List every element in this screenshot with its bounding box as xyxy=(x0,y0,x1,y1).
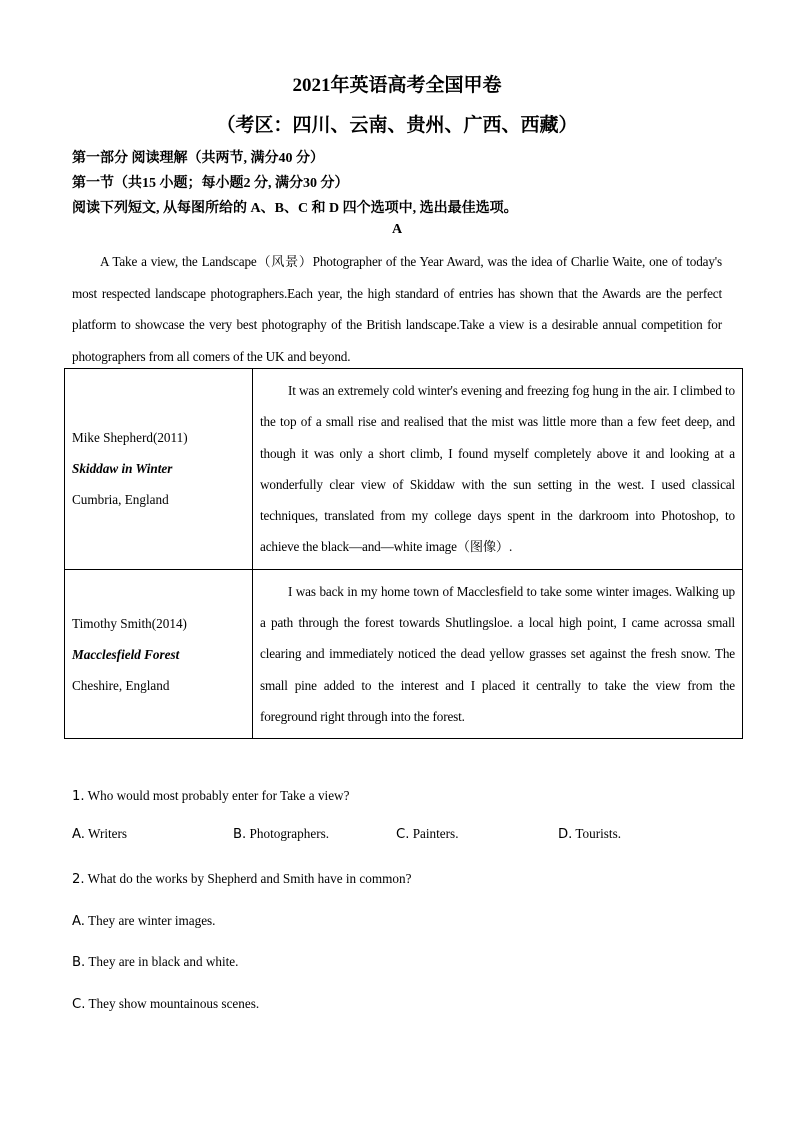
work-info-cell xyxy=(65,369,253,570)
instruction-text: 阅读下列短文, 从每图所给的 A、B、C 和 D 四个选项中, 选出最佳选项。 xyxy=(72,201,518,216)
works-table xyxy=(64,368,743,739)
option-letter: B. xyxy=(233,827,247,842)
option-letter: C. xyxy=(396,827,410,842)
option-letter: C. xyxy=(72,997,86,1012)
option-text: Tourists. xyxy=(575,826,622,841)
option-text: Painters. xyxy=(412,826,459,841)
table-row xyxy=(65,369,743,570)
question-number: 2. xyxy=(72,872,85,887)
option-text: They are in black and white. xyxy=(88,954,239,969)
work-author: Mike Shepherd(2011) xyxy=(72,430,188,446)
option-text: They show mountainous scenes. xyxy=(88,996,260,1011)
option-letter: A. xyxy=(72,827,85,842)
work-info-cell xyxy=(65,569,253,738)
work-place: Cheshire, England xyxy=(72,677,170,693)
option-b[interactable] xyxy=(72,954,238,970)
question-stem: Who would most probably enter for Take a view? xyxy=(87,788,350,803)
option-text: Writers xyxy=(88,826,128,841)
work-description-cell xyxy=(253,369,743,570)
part-heading: 第一部分 阅读理解（共两节, 满分40 分） xyxy=(72,151,324,166)
work-place: Cumbria, England xyxy=(72,492,169,508)
question-stem: What do the works by Shepherd and Smith have in common? xyxy=(87,871,412,886)
question-2 xyxy=(72,871,411,887)
work-title: Macclesfield Forest xyxy=(72,646,180,662)
option-c[interactable] xyxy=(396,826,459,842)
exam-title: 2021年英语高考全国甲卷 xyxy=(292,75,502,96)
work-author: Timothy Smith(2014) xyxy=(72,615,187,631)
work-description-cell xyxy=(253,569,743,738)
option-letter: A. xyxy=(72,914,85,929)
exam-subtitle: （考区：四川、云南、贵州、广西、西藏） xyxy=(216,115,578,136)
table-row xyxy=(65,569,743,738)
option-d[interactable] xyxy=(558,826,621,842)
option-c[interactable] xyxy=(72,996,259,1012)
option-text: They are winter images. xyxy=(88,913,216,928)
option-b[interactable] xyxy=(233,826,329,842)
question-1 xyxy=(72,788,349,804)
passage-intro: A Take a view, the Landscape（风景）Photographer of the Year Award, was the idea of Charlie Waite, one of today's most respected landscape photographers.Each year, the high standard of entries has shown that the Awards are the perfect platform to showcase the very best photography of the British landscape.Take a view is a desirable annual competition for photographers from all comers of the UK and beyond. xyxy=(72,254,722,364)
work-description: I was back in my home town of Macclesfield to take some winter images. Walking up a path through the forest towards Shutlingsloe. a local high point, I came acrossa small clearing and immediately noticed the dead yellow grasses set against the fresh snow. The small pine added to the interest and I placed it centrally to take the view from the foreground right through into the forest. xyxy=(260,583,735,724)
passage-label: A xyxy=(391,222,403,237)
option-letter: D. xyxy=(558,827,573,842)
work-title: Skiddaw in Winter xyxy=(72,461,173,477)
work-description: It was an extremely cold winter's evening and freezing fog hung in the air. I climbed to the top of a small rise and realised that the mist was little more than a few feet deep, and though it was only a short climb, I found myself completely above it and looking at a wonderfully clear view of Skiddaw with the sun setting in the west. I used classical techniques, translated from my college days spent in the darkroom into Photoshop, to achieve the black—and—white image（图像）. xyxy=(260,383,735,555)
option-a[interactable] xyxy=(72,826,127,842)
question-number: 1. xyxy=(72,789,85,804)
option-letter: B. xyxy=(72,955,86,970)
option-text: Photographers. xyxy=(249,826,330,841)
option-a[interactable] xyxy=(72,913,215,929)
section-heading: 第一节（共15 小题；每小题2 分, 满分30 分） xyxy=(72,176,349,191)
